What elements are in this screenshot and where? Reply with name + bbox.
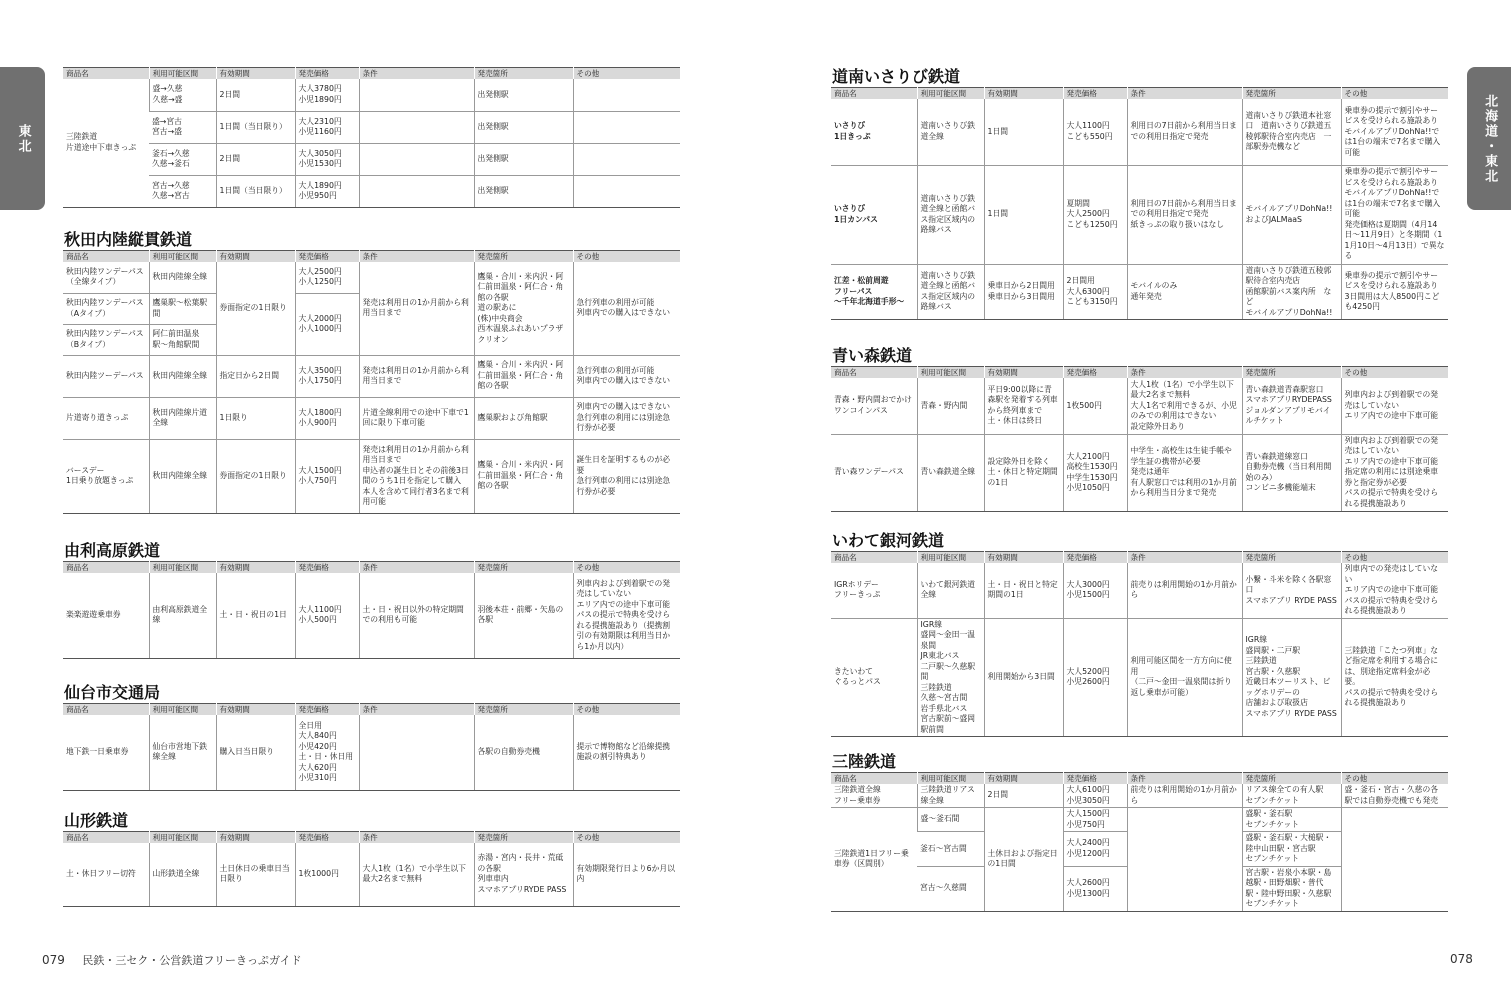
ticket-table — [831, 87, 1448, 320]
sales-location: 鷹巣・合川・米内沢・阿仁前田温泉・阿仁合・角館の各駅 道の駅あに (株)中央商会 西木温泉ふれあいプラザクリオン — [474, 262, 573, 355]
ticket-table — [63, 831, 680, 907]
product-name: 青森・野内間おでかけワンコインパス — [831, 378, 917, 434]
price: 夏期間 大人2500円 こども1250円 — [1063, 165, 1127, 264]
section-range: 山形鉄道全線 — [149, 843, 216, 906]
validity: 土休日および指定日の1日間 — [984, 808, 1063, 912]
header-cell: 発売価格 — [295, 68, 359, 80]
section-title: いわて銀河鉄道 — [832, 531, 945, 550]
price: 大人2000円 小人1000円 — [295, 293, 359, 355]
header-cell: 利用可能区間 — [917, 367, 984, 379]
product-name: 秋田内陸ツーデーパス — [63, 355, 149, 397]
validity: 土・日・祝日と特定期間の1日 — [984, 563, 1063, 618]
header-cell: 発売箇所 — [474, 832, 573, 844]
header-cell: 条件 — [359, 704, 474, 716]
validity: 2日間 — [216, 79, 295, 111]
section-range: 釜石〜宮古間 — [917, 832, 984, 867]
price: 大人1500円 小人750円 — [295, 439, 359, 513]
sales-location: 出発側駅 — [474, 143, 573, 175]
section-range: 阿仁前田温泉駅〜角館駅間 — [149, 324, 216, 355]
notes: 三陸鉄道「こたつ列車」など指定席を利用する場合には、別途指定席料金が必要。 パスの提示で特典を受けられる提携施設あり — [1341, 618, 1448, 737]
notes: 列車内および到着駅での発売はしていない エリア内での途中下車可能 パスの提示で特典を受けられる提携施設あり（提携割引の有効期限は利用当日から1か月以内） — [573, 573, 680, 658]
notes: 盛・釜石・宮古・久慈の各駅では自動券売機でも発売 — [1341, 784, 1448, 808]
section-yamagata — [63, 811, 680, 907]
header-cell: 発売箇所 — [1242, 88, 1341, 100]
sales-location: リアス線全ての有人駅 セブンチケット — [1242, 784, 1341, 808]
header-cell: 利用可能区間 — [917, 552, 984, 564]
section-sendai-transport — [63, 683, 680, 791]
validity: 券面指定の1日限り — [216, 439, 295, 513]
header-cell: 発売価格 — [1063, 773, 1127, 785]
section-range: 盛→宮古 宮古→盛 — [149, 111, 216, 143]
header-cell: その他 — [573, 68, 680, 80]
section-iwate-ginga — [831, 531, 1448, 737]
table-header — [831, 367, 1448, 379]
validity: 指定日から2日間 — [216, 355, 295, 397]
sales-location: 盛駅・釜石駅 セブンチケット — [1242, 808, 1341, 832]
section-range: 道南いさりび鉄道全線と函館バス指定区域内の路線バス — [917, 165, 984, 264]
ticket-table — [831, 772, 1448, 912]
header-cell: 有効期間 — [216, 704, 295, 716]
table-row — [831, 264, 1448, 320]
product-name: 三陸鉄道 片道途中下車きっぷ — [63, 79, 149, 207]
sales-location: 鷹巣駅および角館駅 — [474, 397, 573, 439]
notes: 列車内での発売はしていない エリア内での途中下車可能 パスの提示で特典を受けられる提携施設あり — [1341, 563, 1448, 618]
validity: 利用開始から3日間 — [984, 618, 1063, 737]
notes: 乗車券の提示で割引やサービスを受けられる施設あり 3日間用は大人8500円こども4250円 — [1341, 264, 1448, 320]
product-name: 三陸鉄道1日フリー乗車券（区間別） — [831, 808, 917, 912]
table-row — [63, 397, 680, 439]
price: 2日間用 大人6300円 こども3150円 — [1063, 264, 1127, 320]
conditions — [1127, 808, 1242, 912]
sales-location: 道南いさりび鉄道本社窓口 道南いさりび鉄道五稜郭駅待合室内売店 一部駅券売機など — [1242, 99, 1341, 165]
ticket-table — [63, 703, 680, 791]
section-range: 仙台市営地下鉄線全線 — [149, 715, 216, 790]
notes — [573, 143, 680, 175]
section-range: 三陸鉄道リアス線全線 — [917, 784, 984, 808]
conditions: 前売りは利用開始の1か月前から — [1127, 784, 1242, 808]
validity: 1日間 — [984, 99, 1063, 165]
sales-location: 宮古駅・岩泉小本駅・島越駅・田野畑駅・普代駅・陸中野田駅・久慈駅 セブンチケット — [1242, 866, 1341, 911]
table-row — [831, 378, 1448, 434]
section-range: 秋田内陸線片道全線 — [149, 397, 216, 439]
header-cell: 有効期間 — [216, 562, 295, 574]
conditions — [359, 79, 474, 111]
table-header — [63, 832, 680, 844]
sales-location: 出発側駅 — [474, 79, 573, 111]
section-title: 秋田内陸縦貫鉄道 — [64, 230, 193, 249]
table-header — [63, 251, 680, 263]
validity: 2日間 — [984, 784, 1063, 808]
header-cell: 発売箇所 — [474, 562, 573, 574]
notes — [573, 111, 680, 143]
section-dounan-isaribi — [831, 67, 1448, 320]
product-name: 秋田内陸ワンデーパス （Bタイプ） — [63, 324, 149, 355]
header-cell: 有効期間 — [984, 773, 1063, 785]
notes: 列車内での購入はできない 急行列車の利用には別途急行券が必要 — [573, 397, 680, 439]
section-title: 山形鉄道 — [64, 811, 129, 830]
price: 大人3500円 小人1750円 — [295, 355, 359, 397]
product-name: IGRホリデー フリーきっぷ — [831, 563, 917, 618]
sales-location: 道南いさりび鉄道五稜郭駅待合室内売店 函館駅前バス案内所 など モバイルアプリDohNa!! — [1242, 264, 1341, 320]
table-row — [831, 165, 1448, 264]
section-range: いわて銀河鉄道全線 — [917, 563, 984, 618]
table-row — [63, 439, 680, 513]
notes — [1341, 808, 1448, 912]
header-cell: 有効期間 — [216, 251, 295, 263]
table-row — [63, 143, 680, 175]
notes — [573, 175, 680, 207]
price: 大人2600円 小児1300円 — [1063, 866, 1127, 911]
header-cell: その他 — [573, 832, 680, 844]
header-cell: 発売箇所 — [474, 68, 573, 80]
header-cell: 発売箇所 — [1242, 773, 1341, 785]
validity: 券面指定の1日限り — [216, 262, 295, 355]
conditions: 土・日・祝日以外の特定期間での利用も可能 — [359, 573, 474, 658]
table-row — [831, 563, 1448, 618]
header-cell: 発売箇所 — [474, 251, 573, 263]
section-title: 道南いさりび鉄道 — [832, 67, 961, 86]
header-cell: その他 — [1341, 88, 1448, 100]
header-cell: 発売価格 — [1063, 552, 1127, 564]
table-header — [831, 552, 1448, 564]
section-akita-nairiku — [63, 230, 680, 514]
price: 大人1100円 小人500円 — [295, 573, 359, 658]
table-row — [63, 573, 680, 658]
section-range: 秋田内陸線全線 — [149, 262, 216, 293]
price: 大人5200円 小児2600円 — [1063, 618, 1127, 737]
header-cell: 商品名 — [831, 88, 917, 100]
conditions: 大人1枚（1名）で小学生以下最大2名まで無料 — [359, 843, 474, 906]
validity: 1日間 — [984, 165, 1063, 264]
price: 大人6100円 小児3050円 — [1063, 784, 1127, 808]
table-row — [831, 784, 1448, 808]
section-range: 青い森鉄道全線 — [917, 434, 984, 511]
notes: 乗車券の提示で割引やサービスを受けられる施設あり モバイルアプリDohNa!!では1台の端末で7名まで購入可能 — [1341, 99, 1448, 165]
header-cell: 有効期間 — [216, 832, 295, 844]
conditions — [359, 715, 474, 790]
product-name: 楽楽遊遊乗車券 — [63, 573, 149, 658]
section-range: 秋田内陸線全線 — [149, 439, 216, 513]
product-name: 江差・松前周遊 フリーパス 〜千年北海道手形〜 — [831, 264, 917, 320]
header-cell: 発売価格 — [1063, 88, 1127, 100]
product-name: バースデー 1日乗り放題きっぷ — [63, 439, 149, 513]
header-cell: 発売価格 — [295, 251, 359, 263]
header-cell: 利用可能区間 — [149, 562, 216, 574]
validity: 2日間 — [216, 143, 295, 175]
conditions — [359, 143, 474, 175]
price: 大人2400円 小児1200円 — [1063, 832, 1127, 867]
header-cell: 有効期間 — [984, 367, 1063, 379]
validity: 1日限り — [216, 397, 295, 439]
header-cell: 商品名 — [63, 704, 149, 716]
sales-location: 鷹巣・合川・米内沢・阿仁前田温泉・阿仁合・角館の各駅 — [474, 439, 573, 513]
section-title: 由利高原鉄道 — [64, 541, 161, 560]
header-cell: 発売価格 — [295, 562, 359, 574]
header-cell: 条件 — [1127, 367, 1242, 379]
header-cell: 利用可能区間 — [149, 704, 216, 716]
header-cell: 条件 — [359, 251, 474, 263]
table-row — [63, 262, 680, 293]
header-cell: 発売価格 — [295, 704, 359, 716]
product-name: 三陸鉄道全線 フリー乗車券 — [831, 784, 917, 808]
ticket-table — [63, 250, 680, 514]
region-tab-tohoku: 東北 — [0, 67, 45, 210]
header-cell: 発売箇所 — [1242, 552, 1341, 564]
sales-location: 鷹巣・合川・米内沢・阿仁前田温泉・阿仁合・角館の各駅 — [474, 355, 573, 397]
price: 大人1800円 小人900円 — [295, 397, 359, 439]
product-name: いさりび 1日きっぷ — [831, 99, 917, 165]
price: 1枚500円 — [1063, 378, 1127, 434]
header-cell: その他 — [1341, 552, 1448, 564]
header-cell: 商品名 — [63, 251, 149, 263]
region-tab-hokkaido-tohoku: 北海道・東北 — [1467, 67, 1511, 210]
conditions: 大人1枚（1名）で小学生以下最大2名まで無料 大人1名で利用できるが、小児のみでの利用はできない 設定除外日あり — [1127, 378, 1242, 434]
header-cell: 条件 — [359, 832, 474, 844]
header-cell: 利用可能区間 — [149, 832, 216, 844]
validity: 1日間（当日限り） — [216, 111, 295, 143]
sales-location: 羽後本荘・前郷・矢島の各駅 — [474, 573, 573, 658]
book-title: 民鉄・三セク・公営鉄道フリーきっぷガイド — [82, 954, 302, 967]
section-range: 盛→久慈 久慈→盛 — [149, 79, 216, 111]
header-cell: その他 — [573, 562, 680, 574]
price: 大人3000円 小児1500円 — [1063, 563, 1127, 618]
footer-left — [42, 952, 302, 968]
table-row — [831, 99, 1448, 165]
price: 大人3050円 小児1530円 — [295, 143, 359, 175]
conditions — [359, 111, 474, 143]
conditions — [359, 175, 474, 207]
price: 1枚1000円 — [295, 843, 359, 906]
header-cell: 発売価格 — [1063, 367, 1127, 379]
notes: 列車内および到着駅での発売はしていない エリア内での途中下車可能 — [1341, 378, 1448, 434]
product-name: 片道寄り道きっぷ — [63, 397, 149, 439]
header-cell: 条件 — [1127, 552, 1242, 564]
header-cell: 条件 — [359, 562, 474, 574]
conditions: 利用日の7日前から利用当日までの利用日指定で発売 — [1127, 99, 1242, 165]
table-header — [63, 704, 680, 716]
header-cell: 商品名 — [63, 562, 149, 574]
product-name: 土・休日フリー切符 — [63, 843, 149, 906]
validity: 土・日・祝日の1日 — [216, 573, 295, 658]
table-header — [831, 88, 1448, 100]
page-number-left: 079 — [42, 953, 65, 967]
price: 大人2310円 小児1160円 — [295, 111, 359, 143]
section-range: 秋田内陸線全線 — [149, 355, 216, 397]
notes: 有効期限発行日より6か月以内 — [573, 843, 680, 906]
header-cell: その他 — [1341, 367, 1448, 379]
section-range: 釜石→久慈 久慈→釜石 — [149, 143, 216, 175]
section-range: 宮古→久慈 久慈→宮古 — [149, 175, 216, 207]
validity: 乗車日から2日間用 乗車日から3日間用 — [984, 264, 1063, 320]
section-range: IGR線 盛岡〜金田一温泉間 JR東北バス 二戸駅〜久慈駅間 三陸鉄道 久慈〜宮古間 岩手県北バス 宮古駅前〜盛岡駅前間 — [917, 618, 984, 737]
section-range: 鷹巣駅〜松葉駅間 — [149, 293, 216, 324]
header-cell: 有効期間 — [984, 552, 1063, 564]
sales-location: 出発側駅 — [474, 175, 573, 207]
table-row — [831, 618, 1448, 737]
table-row — [63, 175, 680, 207]
sales-location: IGR線 盛岡駅・二戸駅 三陸鉄道 宮古駅・久慈駅 近畿日本ツーリスト、ビッグホリデーの 店舗および取扱店 スマホアプリ RYDE PASS — [1242, 618, 1341, 737]
product-name: いさりび 1日カンパス — [831, 165, 917, 264]
price: 大人1500円 小児750円 — [1063, 808, 1127, 832]
section-yuri-kogen — [63, 541, 680, 659]
validity: 購入日当日限り — [216, 715, 295, 790]
notes: 誕生日を証明するものが必要 急行列車の利用には別途急行券が必要 — [573, 439, 680, 513]
table-header — [63, 68, 680, 80]
header-cell: 発売箇所 — [474, 704, 573, 716]
ticket-table — [63, 561, 680, 659]
product-name: きたいわて ぐるっとパス — [831, 618, 917, 737]
header-cell: 発売価格 — [295, 832, 359, 844]
header-cell: 利用可能区間 — [149, 68, 216, 80]
section-aoimori — [831, 346, 1448, 512]
section-title: 三陸鉄道 — [832, 752, 897, 771]
table-row — [63, 79, 680, 111]
price: 大人1100円 こども550円 — [1063, 99, 1127, 165]
conditions: モバイルのみ 通年発売 — [1127, 264, 1242, 320]
table-row — [63, 111, 680, 143]
conditions: 利用可能区間を一方方向に使用 （二戸〜金田一温泉間は折り返し乗車が可能） — [1127, 618, 1242, 737]
validity: 平日9:00以降に青森駅を発着する列車から終列車まで 土・休日は終日 — [984, 378, 1063, 434]
ticket-table — [831, 551, 1448, 737]
header-cell: 利用可能区間 — [917, 88, 984, 100]
sales-location: 青い森鉄道青森駅窓口 スマホアプリRYDEPASS ジョルダンアプリモバイルチケット — [1242, 378, 1341, 434]
notes: 列車内および到着駅での発売はしていない エリア内での途中下車可能 指定席の利用には別途乗車券と指定券が必要 パスの提示で特典を受けられる提携施設あり — [1341, 434, 1448, 511]
product-name: 地下鉄一日乗車券 — [63, 715, 149, 790]
sales-location: 青い森鉄道線窓口 自動券売機（当日利用開始のみ） コンビニ多機能端末 — [1242, 434, 1341, 511]
sales-location: 赤湯・宮内・長井・荒砥の各駅 列車車内 スマホアプリRYDE PASS — [474, 843, 573, 906]
header-cell: 条件 — [359, 68, 474, 80]
price: 大人3780円 小児1890円 — [295, 79, 359, 111]
header-cell: 商品名 — [831, 552, 917, 564]
sales-location: 各駅の自動券売機 — [474, 715, 573, 790]
section-range: 青森・野内間 — [917, 378, 984, 434]
table-row — [831, 434, 1448, 511]
section-range: 道南いさりび鉄道全線 — [917, 99, 984, 165]
header-cell: 有効期間 — [984, 88, 1063, 100]
price: 全日用 大人840円 小児420円 土・日・休日用 大人620円 小児310円 — [295, 715, 359, 790]
validity: 1日間（当日限り） — [216, 175, 295, 207]
notes: 急行列車の利用が可能 列車内での購入はできない — [573, 262, 680, 355]
conditions: 発売は利用日の1か月前から利用当日まで — [359, 355, 474, 397]
header-cell: 有効期間 — [216, 68, 295, 80]
conditions: 前売りは利用開始の1か月前から — [1127, 563, 1242, 618]
sales-location: モバイルアプリDohNa!!およびJALMaaS — [1242, 165, 1341, 264]
notes: 急行列車の利用が可能 列車内での購入はできない — [573, 355, 680, 397]
header-cell: その他 — [573, 704, 680, 716]
sales-location: 出発側駅 — [474, 111, 573, 143]
ticket-table — [831, 366, 1448, 512]
table-header — [831, 773, 1448, 785]
section-sanriku — [831, 752, 1448, 912]
conditions: 中学生・高校生は生徒手帳や学生証の携帯が必要 発売は通年 有人駅窓口では利用の1か月前から利用当日分まで発売 — [1127, 434, 1242, 511]
validity: 設定除外日を除く土・休日と特定期間の1日 — [984, 434, 1063, 511]
section-range: 宮古〜久慈間 — [917, 866, 984, 911]
header-cell: 利用可能区間 — [149, 251, 216, 263]
notes: 提示で博物館など沿線提携施設の割引特典あり — [573, 715, 680, 790]
product-name: 青い森ワンデーパス — [831, 434, 917, 511]
table-row — [63, 715, 680, 790]
price: 大人2100円 高校生1530円 中学生1530円 小児1050円 — [1063, 434, 1127, 511]
table-row — [831, 808, 1448, 832]
header-cell: 商品名 — [831, 367, 917, 379]
table-row — [63, 355, 680, 397]
header-cell: 条件 — [1127, 88, 1242, 100]
conditions: 片道全線利用での途中下車で1回に限り下車可能 — [359, 397, 474, 439]
conditions: 発売は利用日の1か月前から利用当日まで 申込者の誕生日とその前後3日間のうち1日を指定して購入 本人を含めて同行者3名まで利用可能 — [359, 439, 474, 513]
notes: 乗車券の提示で割引やサービスを受けられる施設あり モバイルアプリDohNa!!では1台の端末で7名まで購入可能 発売価格は夏期間（4月14日〜11月9日）と冬期間（11月10日〜4月13日）で異なる — [1341, 165, 1448, 264]
sales-location: 小繋・斗米を除く各駅窓口 スマホアプリ RYDE PASS — [1242, 563, 1341, 618]
page-number-right: 078 — [1450, 952, 1473, 966]
section-range: 盛〜釜石間 — [917, 808, 984, 832]
section-title: 青い森鉄道 — [832, 346, 913, 365]
header-cell: 発売箇所 — [1242, 367, 1341, 379]
conditions: 発売は利用日の1か月前から利用当日まで — [359, 262, 474, 355]
header-cell: その他 — [1341, 773, 1448, 785]
price: 大人2500円 小人1250円 — [295, 262, 359, 293]
header-cell: その他 — [573, 251, 680, 263]
header-cell: 商品名 — [831, 773, 917, 785]
header-cell: 利用可能区間 — [917, 773, 984, 785]
validity: 土日休日の乗車日当日限り — [216, 843, 295, 906]
ticket-table — [63, 67, 680, 208]
notes — [573, 79, 680, 111]
conditions: 利用日の7日前から利用当日までの利用日指定で発売 紙きっぷの取り扱いはなし — [1127, 165, 1242, 264]
footer-right — [1450, 952, 1473, 966]
sales-location: 盛駅・釜石駅・大槌駅・陸中山田駅・宮古駅 セブンチケット — [1242, 832, 1341, 867]
product-name: 秋田内陸ワンデーパス （全線タイプ） — [63, 262, 149, 293]
header-cell: 商品名 — [63, 68, 149, 80]
product-name: 秋田内陸ワンデーパス （Aタイプ） — [63, 293, 149, 324]
section-sanriku-one-way — [63, 67, 680, 208]
section-range: 由利高原鉄道全線 — [149, 573, 216, 658]
header-cell: 商品名 — [63, 832, 149, 844]
table-row — [63, 843, 680, 906]
section-title: 仙台市交通局 — [64, 683, 161, 702]
price: 大人1890円 小児950円 — [295, 175, 359, 207]
section-range: 道南いさりび鉄道全線と函館バス指定区域内の路線バス — [917, 264, 984, 320]
header-cell: 条件 — [1127, 773, 1242, 785]
table-header — [63, 562, 680, 574]
